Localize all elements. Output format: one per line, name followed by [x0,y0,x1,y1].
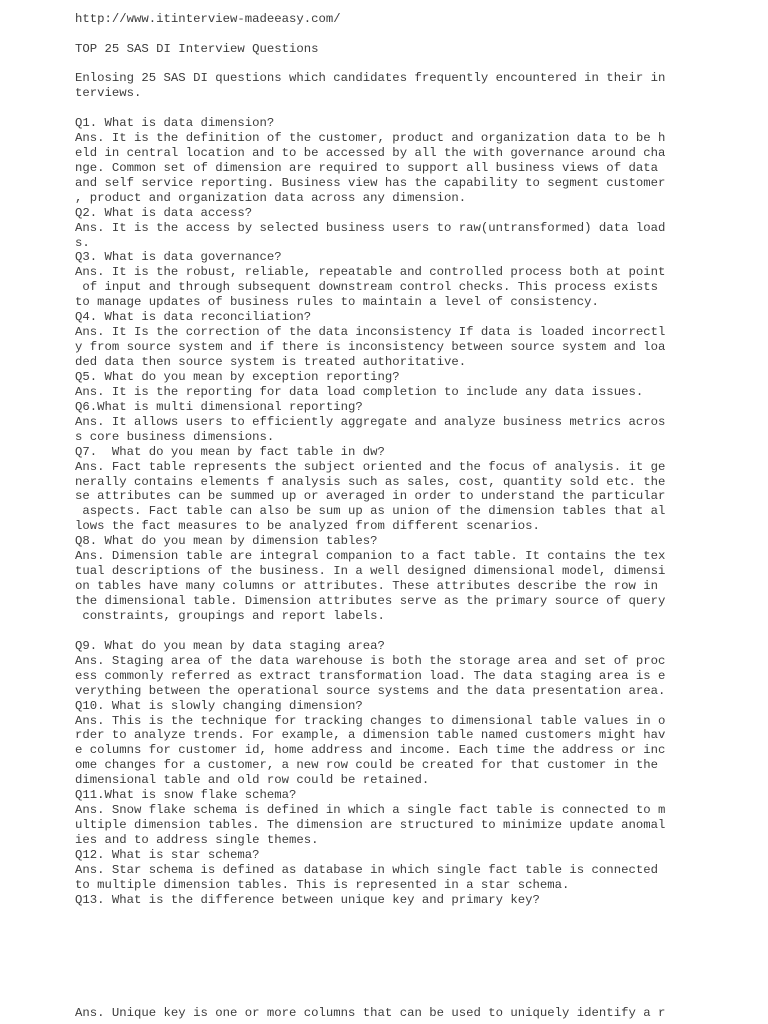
document-title: TOP 25 SAS DI Interview Questions [75,42,319,56]
text-line: tual descriptions of the business. In a well designed dimensional model, dimensi [75,564,666,579]
footer-answer-line: Ans. Unique key is one or more columns that can be used to uniquely identify a r [75,1006,666,1020]
text-line: Q2. What is data access? [75,205,253,220]
text-line: to multiple dimension tables. This is represented in a star schema. [75,877,570,892]
text-line: the dimensional table. Dimension attributes serve as the primary source of query [75,594,666,608]
text-line: nge. Common set of dimension are required to support all business views of data [75,160,658,175]
text-line: ultiple dimension tables. The dimension are structured to minimize update anomal [75,818,666,833]
text-line: on tables have many columns or attributes. These attributes describe the row in [75,579,658,594]
text-line: and self service reporting. Business view has the capability to segment customer [75,175,666,190]
text-line: Q11.What is snow flake schema? [75,788,297,803]
text-line: Q6.What is multi dimensional reporting? [75,399,363,414]
text-line: Ans. It is the definition of the customer, product and organization data to be h [75,130,666,145]
text-line: lows the fact measures to be analyzed from different scenarios. [75,519,540,534]
text-line: Q9. What do you mean by data staging area? [75,638,385,653]
qa-body [75,116,665,908]
text-line: Ans. It allows users to efficiently aggregate and analyze business metrics acros [75,414,666,429]
text-line: ome changes for a customer, a new row could be created for that customer in the [75,758,658,773]
text-line: constraints, groupings and report labels. [75,608,385,623]
text-line: Q7. What do you mean by fact table in dw? [75,444,385,459]
intro-paragraph [75,71,665,101]
text-line: Ans. This is the technique for tracking changes to dimensional table values in o [75,713,666,728]
text-line: to manage updates of business rules to maintain a level of consistency. [75,295,599,310]
text-line: s core business dimensions. [75,429,275,444]
text-line: Q13. What is the difference between unique key and primary key? [75,892,540,907]
text-line: Q1. What is data dimension? [75,116,275,130]
text-line: ess commonly referred as extract transformation load. The data staging area is e [75,668,666,683]
text-line: , product and organization data across any dimension. [75,190,467,205]
text-line: Ans. Dimension table are integral companion to a fact table. It contains the tex [75,549,666,564]
text-line: dimensional table and old row could be retained. [75,773,430,788]
text-line: nerally contains elements f analysis such as sales, cost, quantity sold etc. the [75,474,666,489]
text-line: Ans. Fact table represents the subject oriented and the focus of analysis. it ge [75,459,666,474]
text-line: Ans. It is the robust, reliable, repeatable and controlled process both at point [75,265,666,280]
text-line: Q3. What is data governance? [75,250,282,265]
text-line [75,624,665,639]
text-line: Enlosing 25 SAS DI questions which candidates frequently encountered in their in [75,71,666,85]
text-line: e columns for customer id, home address and income. Each time the address or inc [75,743,666,758]
text-line: Ans. It is the reporting for data load completion to include any data issues. [75,384,644,399]
text-line: y from source system and if there is inconsistency between source system and loa [75,340,666,355]
text-line: s. [75,235,90,250]
text-line: Q4. What is data reconciliation? [75,310,312,325]
text-line: Q5. What do you mean by exception reporting? [75,369,400,384]
text-line: of input and through subsequent downstream control checks. This process exists [75,280,658,295]
text-line: Ans. Staging area of the data warehouse is both the storage area and set of proc [75,653,666,668]
text-line: aspects. Fact table can also be sum up as union of the dimension tables that al [75,504,666,519]
text-line: terviews. [75,85,142,100]
text-line: eld in central location and to be accessed by all the with governance around cha [75,145,666,160]
text-line: se attributes can be summed up or averaged in order to understand the particular [75,489,666,504]
text-line: ies and to address single themes. [75,833,319,847]
text-line: Q10. What is slowly changing dimension? [75,698,363,713]
text-line: Ans. Snow flake schema is defined in which a single fact table is connected to m [75,803,666,818]
text-line: Q12. What is star schema? [75,847,260,862]
text-line: Ans. It is the access by selected business users to raw(untransformed) data load [75,220,666,235]
source-url: http://www.itinterview-madeeasy.com/ [75,12,341,26]
text-line: Q8. What do you mean by dimension tables? [75,534,378,549]
text-line: rder to analyze trends. For example, a dimension table named customers might hav [75,728,666,743]
text-line: verything between the operational source systems and the data presentation area. [75,683,666,698]
text-line: Ans. Star schema is defined as database in which single fact table is connected [75,862,658,877]
text-line: ded data then source system is treated authoritative. [75,355,467,369]
text-line: Ans. It Is the correction of the data inconsistency If data is loaded incorrectl [75,325,666,340]
